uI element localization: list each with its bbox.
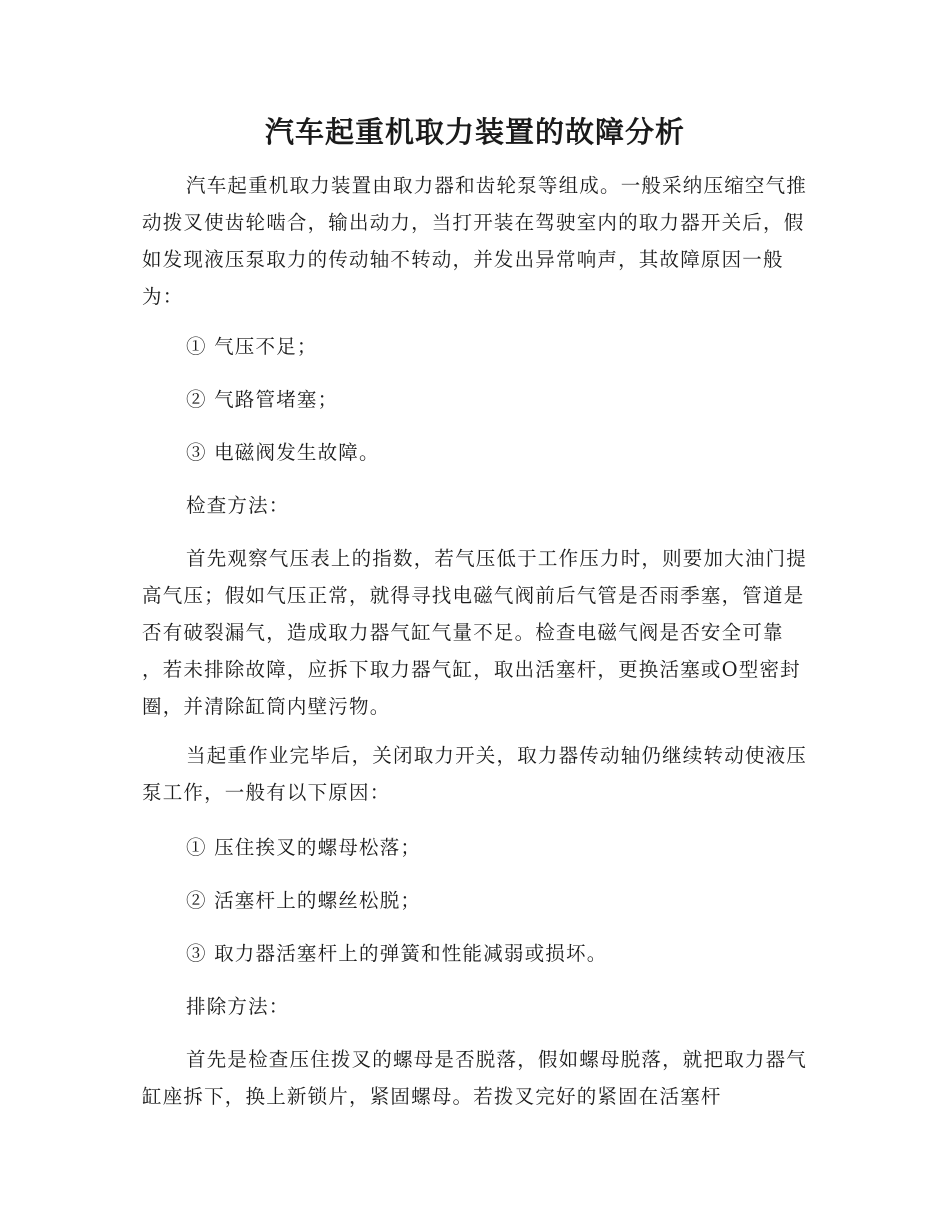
check-method-heading: 检查方法： <box>186 494 290 517</box>
reason-item-1: ① 压住挨叉的螺母松落； <box>186 836 422 859</box>
remedy-method-paragraph: 首先是检查压住拨叉的螺母是否脱落，假如螺母脱落，就把取力器气缸座拆下，换上新锁片，紧固螺母。若拨叉完好的紧固在活塞杆 <box>142 1048 808 1108</box>
intro-paragraph: 汽车起重机取力装置由取力器和齿轮泵等组成。一般采纳压缩空气推动拨叉使齿轮啮合，输出动力，当打开装在驾驶室内的取力器开关后，假如发现液压泵取力的传动轴不转动，并发出异常响声，其故障原因一般为： <box>142 174 808 308</box>
check-method-paragraph: 首先观察气压表上的指数，若气压低于工作压力时，则要加大油门提高气压；假如气压正常，就得寻找电磁气阀前后气管是否雨季塞，管道是否有破裂漏气，造成取力器气缸气量不足。检查电磁气阀是否安全可靠 ，若未排除故障，应拆下取力器气缸，取出活塞杆，更换活塞或O型密封圈，并清除缸筒内壁污物。 <box>142 547 808 718</box>
after-operation-paragraph: 当起重作业完毕后，关闭取力开关，取力器传动轴仍继续转动使液压泵工作，一般有以下原因： <box>142 744 808 804</box>
cause-item-2: ② 气路管堵塞； <box>186 388 339 411</box>
reason-item-2: ② 活塞杆上的螺丝松脱； <box>186 889 422 912</box>
reason-item-3: ③ 取力器活塞杆上的弹簧和性能减弱或损坏。 <box>186 942 608 965</box>
remedy-method-heading: 排除方法： <box>186 995 290 1018</box>
cause-item-3: ③ 电磁阀发生故障。 <box>186 441 380 464</box>
document-title: 汽车起重机取力装置的故障分析 <box>264 115 685 149</box>
cause-item-1: ① 气压不足； <box>186 335 318 358</box>
